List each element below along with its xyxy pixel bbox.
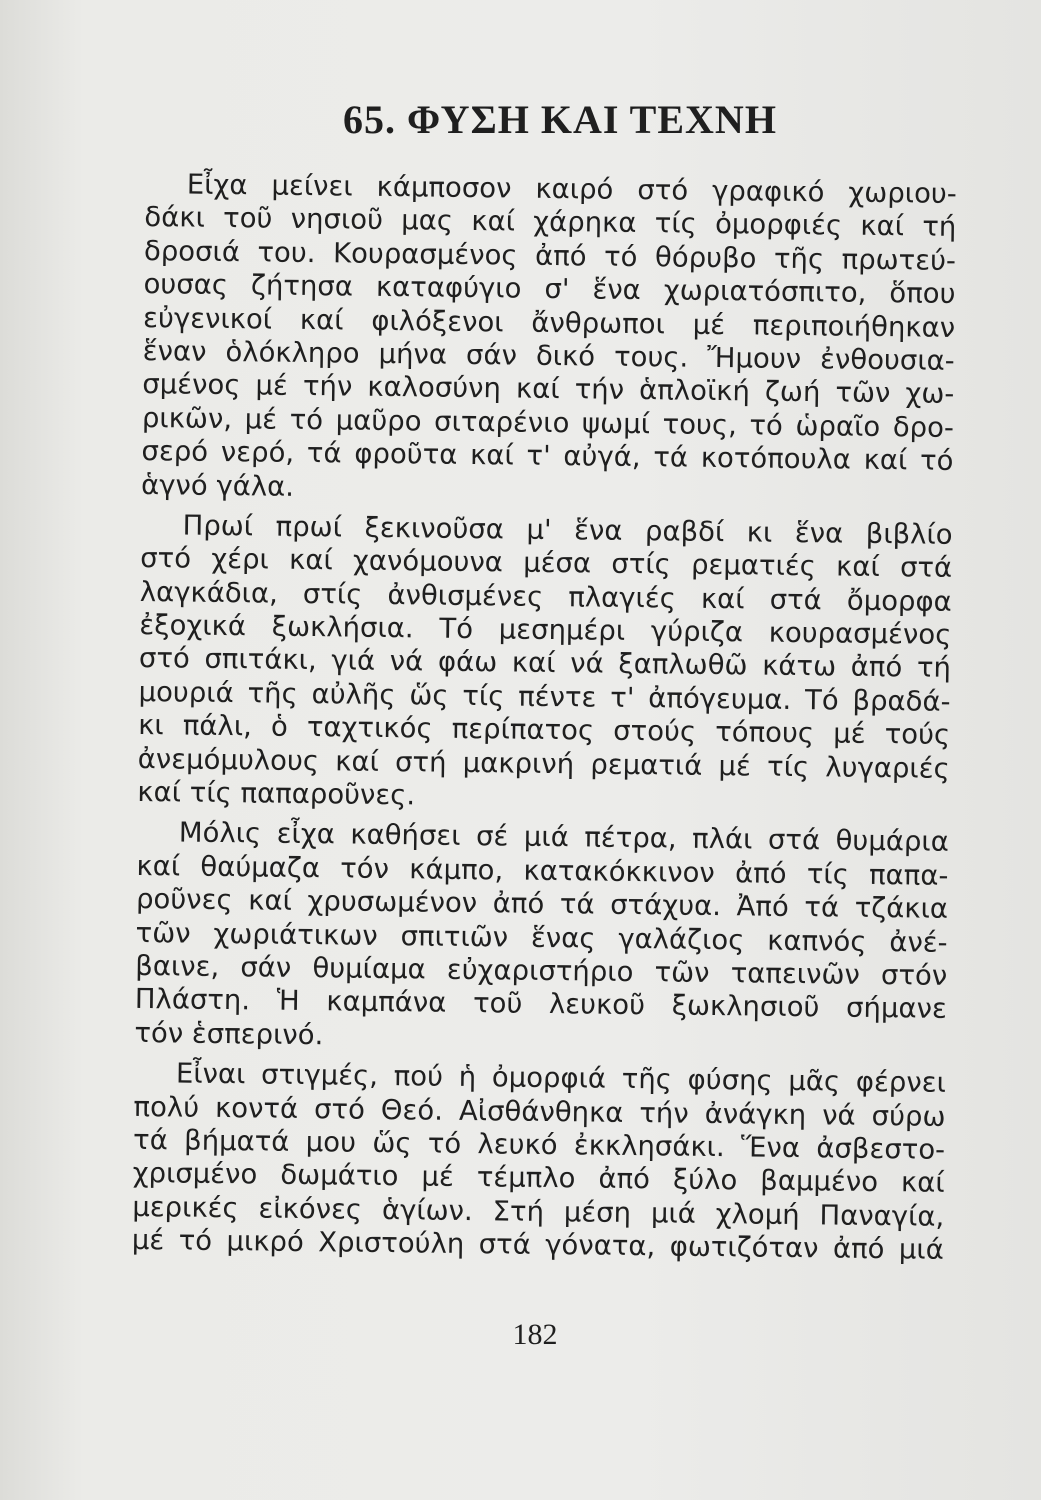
paragraph xyxy=(137,509,953,819)
text-line: ἀνεμόμυλους καί στή μακρινή ρεματιά μέ τίς λυγαριές xyxy=(137,742,950,785)
text-line: δροσιά του. Κουρασμένος ἀπό τό θόρυβο τῆς πρωτεύ- xyxy=(143,234,957,277)
text-line: βαινε, σάν θυμίαμα εὐχαριστήριο τῶν ταπεινῶν στόν xyxy=(135,949,948,992)
text-line: σερό νερό, τά φροῦτα καί τ' αὐγά, τά κοτόπουλα καί τό xyxy=(141,435,954,478)
text-line: ροῦνες καί χρυσωμένον ἀπό τά στάχυα. Ἀπό τά τζάκια xyxy=(135,883,949,926)
text-line: καί τίς παπαροῦνες. xyxy=(137,775,416,812)
text-line: ἁγνό γάλα. xyxy=(140,468,295,503)
text-line: ουσας ζήτησα καταφύγιο σ' ἕνα χωριατόσπιτο, ὅπου xyxy=(143,268,956,311)
text-line: ἐξοχικά ξωκλήσια. Τό μεσημέρι γύριζα κουρασμένος xyxy=(139,609,952,651)
text-line: ἕναν ὁλόκληρο μήνα σάν δικό τους. Ἤμουν ἐνθουσια- xyxy=(142,334,955,377)
body-text xyxy=(132,168,957,1267)
paragraph xyxy=(134,816,949,1060)
text-line: τῶν χωριάτικων σπιτιῶν ἕνας γαλάζιος καπνός ἀνέ- xyxy=(135,916,948,959)
text-line: τόν ἑσπερινό. xyxy=(134,1016,324,1052)
text-line: καί θαύμαζα τόν κάμπο, κατακόκκινον ἀπό τίς παπα- xyxy=(136,849,949,892)
text-line: στό σπιτάκι, γιά νά φάω καί νά ξαπλωθῶ κάτω ἀπό τή xyxy=(138,642,952,685)
text-line: Εἶχα μείνει κάμποσον καιρό στό γραφικό χωριου- xyxy=(186,168,957,210)
chapter-title: 65. ΦΥΣΗ ΚΑΙ ΤΕΧΝΗ xyxy=(343,97,777,142)
text-line: εὐγενικοί καί φιλόξενοι ἄνθρωποι μέ περιποιήθηκαν xyxy=(142,301,956,344)
text-line: στό χέρι καί χανόμουνα μέσα στίς ρεματιές καί στά xyxy=(140,542,953,585)
text-line: δάκι τοῦ νησιοῦ μας καί χάρηκα τίς ὀμορφιές καί τή xyxy=(144,201,957,244)
text-line: μέ τό μικρό Χριστούλη στά γόνατα, φωτιζόταν ἀπό μιά xyxy=(131,1224,945,1266)
text-line: σμένος μέ τήν καλοσύνη καί τήν ἁπλοϊκή ζωή τῶν χω- xyxy=(142,368,955,411)
page-number: 182 xyxy=(512,1318,558,1351)
text-line: κι πάλι, ὁ ταχτικός περίπατος στούς τόπους μέ τούς xyxy=(137,709,951,752)
text-line: ρικῶν, μέ τό μαῦρο σιταρένιο ψωμί τους, τό ὡραῖο δρο- xyxy=(141,401,955,444)
paragraph xyxy=(141,168,957,512)
text-line: λαγκάδια, στίς ἀνθισμένες πλαγιές καί στά ὄμορφα xyxy=(139,575,952,618)
paragraph xyxy=(132,1057,946,1267)
text-line: μερικές εἰκόνες ἁγίων. Στή μέση μιά χλομή Παναγία, xyxy=(132,1190,945,1233)
text-line: μουριά τῆς αὐλῆς ὥς τίς πέντε τ' ἀπόγευμα. Τό βραδά- xyxy=(138,675,951,718)
text-line: Εἶναι στιγμές, πού ἡ ὀμορφιά τῆς φύσης μᾶς φέρνει xyxy=(175,1057,947,1100)
text-line: πολύ κοντά στό Θεό. Αἰσθάνθηκα τήν ἀνάγκη νά σύρω xyxy=(133,1090,946,1133)
text-line: Πρωί πρωί ξεκινοῦσα μ' ἕνα ραβδί κι ἕνα βιβλίο xyxy=(182,509,953,551)
text-line: τά βήματά μου ὥς τό λευκό ἐκκλησάκι. Ἕνα ἀσβεστο- xyxy=(132,1123,946,1166)
text-line: Πλάστη. Ἡ καμπάνα τοῦ λευκοῦ ξωκλησιοῦ σήμανε xyxy=(134,983,947,1026)
text-line: Μόλις εἶχα καθήσει σέ μιά πέτρα, πλάι στά θυμάρια xyxy=(178,816,950,859)
text-line: χρισμένο δωμάτιο μέ τέμπλο ἀπό ξύλο βαμμένο καί xyxy=(132,1157,945,1200)
